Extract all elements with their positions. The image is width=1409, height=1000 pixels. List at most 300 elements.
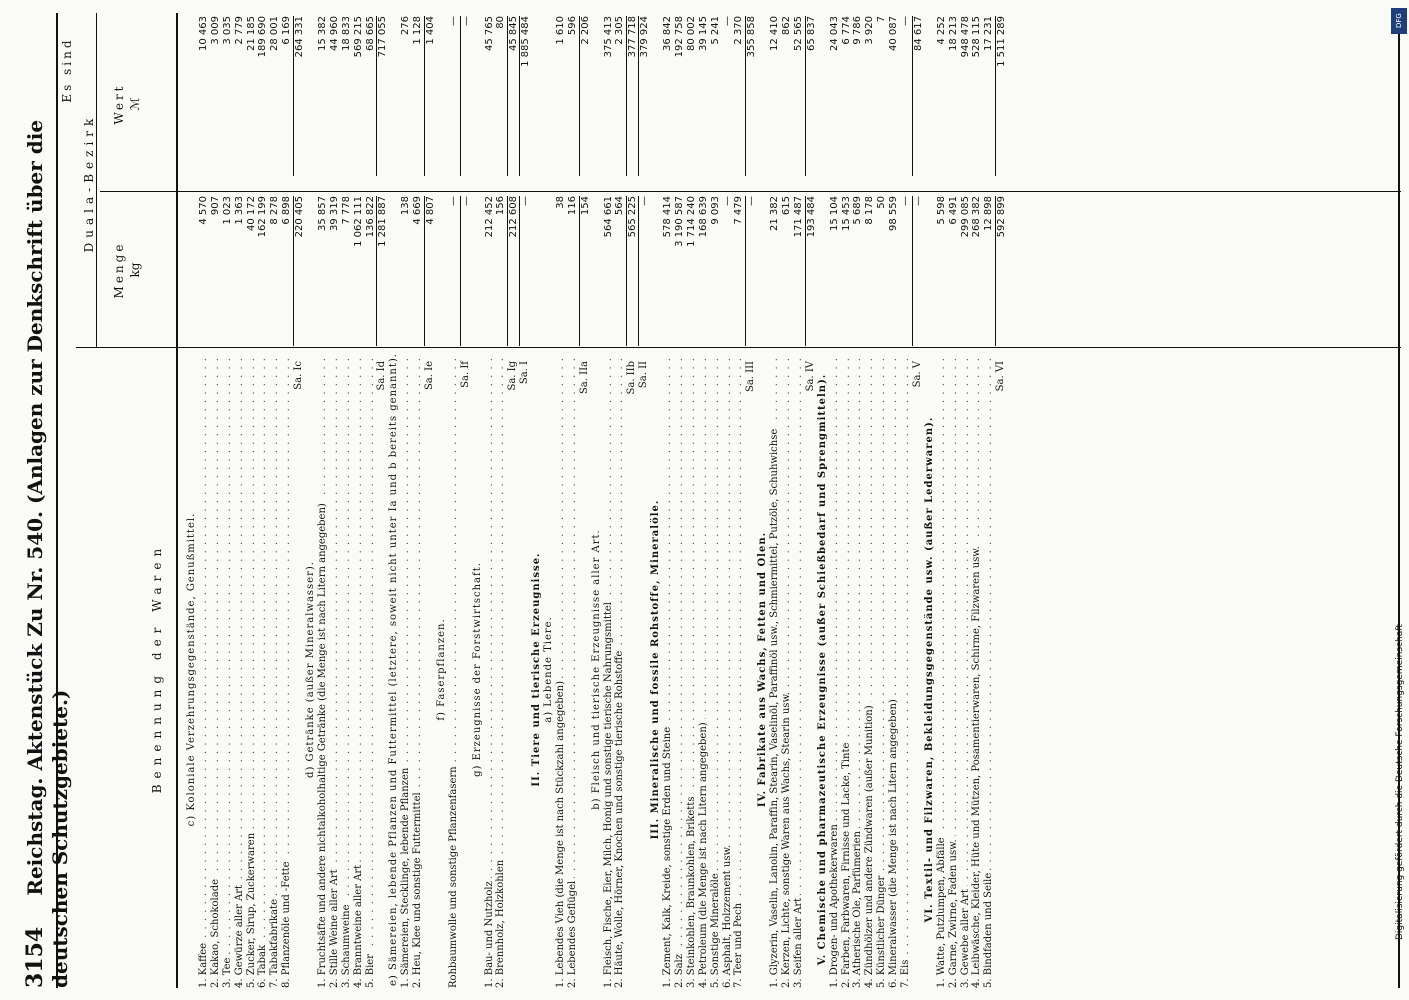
value-cell: 569 215	[352, 16, 364, 58]
row-label-text: 1. Lebendes Vieh (die Menge ist nach Stückzahl angegeben)	[555, 678, 566, 988]
row-label-text: 1. Kaffee	[198, 940, 209, 988]
quantity-cell: 212 608	[507, 196, 519, 346]
value-cell: 15 382	[316, 16, 328, 51]
row-label-text: 4. Gewürze aller Art	[234, 882, 245, 988]
row-label-text: 1. Zement, Kalk, Kreide, sonstige Erden und Steine	[662, 724, 673, 988]
page-number: 3154	[22, 926, 48, 988]
value-cell: 36 842	[662, 16, 673, 51]
row-label-text: III. Mineralische und fossile Rohstoffe, Mineralöle.	[650, 497, 661, 840]
row-label	[293, 358, 304, 988]
value-header: Wert	[112, 83, 126, 125]
quantity-cell: 9 093	[709, 196, 721, 225]
value-cell: —	[447, 16, 459, 26]
table-row	[495, 16, 506, 988]
quantity-cell: —	[721, 196, 733, 206]
value-cell: 3 009	[209, 16, 221, 45]
quantity-cell: 15 104	[828, 196, 840, 231]
value-cell: 28 001	[269, 16, 281, 51]
row-label-text: 2. Stille Weine aller Art	[329, 866, 340, 988]
quantity-cell: —	[745, 196, 757, 346]
row-label	[269, 358, 280, 988]
table-row	[722, 16, 733, 988]
row-label	[614, 358, 625, 988]
value-cell: 45 765	[483, 16, 495, 51]
table-head-rule	[176, 13, 178, 988]
value-cell: 1 511 289	[995, 16, 1007, 176]
quantity-cell: 116	[566, 196, 578, 216]
page-title: Reichstag. Aktenstück Zu Nr. 540. (Anlagen zur Denkschrift über die deutschen Schutzgebiete.)	[23, 119, 72, 988]
row-label	[698, 358, 709, 988]
row-label-text: Sa. IIb	[626, 358, 637, 394]
quantity-cell: 4 807	[424, 196, 436, 346]
value-cell: 10 463	[197, 16, 209, 51]
row-label	[793, 358, 804, 988]
section-heading	[817, 16, 828, 988]
row-label-text: 3. Ätherische Öle, Parfümerien	[852, 828, 863, 988]
value-cell: 4 252	[935, 16, 947, 45]
row-label-text: 7. Eis	[900, 957, 911, 988]
table-row	[567, 16, 578, 988]
quantity-cell: 21 382	[769, 196, 781, 231]
quantity-cell: 1 062 111	[352, 196, 364, 247]
value-cell: 84 617	[912, 16, 924, 176]
quantity-cell: 1 023	[221, 196, 233, 225]
row-label-text: 3. Gewebe aller Art	[960, 886, 971, 988]
value-cell: 65 837	[805, 16, 817, 176]
row-label	[591, 348, 602, 988]
value-cell: 6 774	[840, 16, 852, 45]
section-heading	[650, 16, 661, 988]
row-label-text: 5. Sonstige Mineralöle	[710, 870, 721, 988]
section-heading	[924, 16, 935, 988]
section-heading	[388, 16, 399, 988]
table-row	[269, 16, 280, 988]
table-row	[234, 16, 245, 988]
value-cell: —	[721, 16, 733, 26]
row-label	[769, 358, 780, 988]
table-row	[412, 16, 423, 988]
quantity-cell: 171 487	[792, 196, 804, 238]
section-heading	[436, 16, 447, 988]
value-cell: 40 087	[888, 16, 900, 51]
row-label	[484, 358, 495, 988]
quantity-cell: 1 281 887	[376, 196, 388, 346]
table-row	[614, 16, 625, 988]
quantity-cell: 12 898	[983, 196, 995, 231]
section-heading	[531, 16, 542, 988]
quantity-cell: 40 172	[245, 196, 257, 231]
subtotal-row	[912, 16, 923, 988]
row-label-text: 4. Leibwäsche, Kleider, Hüte und Mützen, Posamentierwaren, Schirme, Filzwaren usw.	[971, 543, 982, 988]
value-cell: 379 924	[638, 16, 650, 176]
table-row	[210, 16, 221, 988]
table-row	[936, 16, 947, 988]
digitization-note: Digitalisierung gefördert durch die Deutsche Forschungsgemeinschaft	[1395, 624, 1405, 940]
row-label	[603, 358, 614, 988]
value-cell: 18 833	[340, 16, 352, 51]
row-label-text: 5. Bier	[365, 951, 376, 988]
table-row	[662, 16, 673, 988]
row-label	[674, 358, 685, 988]
row-label-text: 2. Garne, Zwirne, Faden usw.	[948, 836, 959, 988]
subtotal-row	[579, 16, 590, 988]
qty-header: Menge	[112, 241, 126, 299]
row-label	[507, 358, 518, 988]
row-label	[876, 358, 887, 988]
quantity-cell: 39 319	[328, 196, 340, 231]
quantity-cell: 907	[209, 196, 221, 216]
row-label-text: 3. Schaumweine	[341, 901, 352, 988]
row-label	[388, 348, 399, 988]
dfg-logo: DFG	[1391, 8, 1407, 34]
row-label	[805, 358, 816, 988]
table-row	[222, 16, 233, 988]
value-cell: 276	[400, 16, 412, 36]
value-cell: 1 610	[554, 16, 566, 45]
row-label	[733, 358, 744, 988]
quantity-cell: —	[447, 196, 459, 206]
row-label-text: 2. Häute, Wolle, Hörner, Knochen und sonstige tierische Rohstoffe	[614, 648, 625, 988]
row-label-text: 1. Fleisch, Fische, Eier, Milch, Honig und sonstige tierische Nahrungsmittel	[603, 599, 614, 988]
quantity-cell: 5 598	[935, 196, 947, 225]
quantity-cell: —	[460, 196, 472, 346]
quantity-cell: 212 452	[483, 196, 495, 238]
quantity-cell: 6 491	[947, 196, 959, 225]
row-label	[579, 358, 590, 988]
value-cell: —	[460, 16, 472, 176]
value-cell: 39 145	[697, 16, 709, 51]
row-label	[198, 358, 209, 988]
quantity-cell: 154	[579, 196, 591, 346]
table-row	[365, 16, 376, 988]
value-cell: 5 241	[709, 16, 721, 45]
district-rule	[96, 13, 97, 348]
table-row	[876, 16, 887, 988]
value-cell: 2 370	[733, 16, 745, 45]
table-row	[864, 16, 875, 988]
value-cell: 9 786	[852, 16, 864, 45]
row-label-text: Sa. IV	[805, 358, 816, 391]
row-label	[757, 348, 768, 988]
quantity-cell: 168 639	[697, 196, 709, 238]
row-label	[567, 358, 578, 988]
row-label-text: Sa. IIa	[579, 358, 590, 394]
quantity-cell: 4 669	[412, 196, 424, 225]
table-row	[246, 16, 257, 988]
quantity-cell: 162 199	[257, 196, 269, 238]
quantity-cell: —	[900, 196, 911, 206]
row-label	[710, 358, 721, 988]
row-label-text: Sa. VI	[995, 358, 1006, 391]
row-label	[841, 358, 852, 988]
header-rule	[56, 13, 58, 988]
value-cell: 189 690	[257, 16, 269, 58]
row-label	[960, 358, 971, 988]
table-row	[698, 16, 709, 988]
row-label-text: 2. Farben, Farbwaren, Firnisse und Lacke, Tinte	[841, 740, 852, 988]
quantity-cell: 98 559	[888, 196, 900, 231]
row-label	[971, 358, 982, 988]
value-cell: —	[900, 16, 911, 26]
value-cell: 21 185	[245, 16, 257, 51]
row-label	[900, 358, 911, 988]
table-row	[603, 16, 614, 988]
quantity-cell: 38	[554, 196, 566, 209]
quantity-cell: 564	[614, 196, 626, 216]
subtotal-row	[293, 16, 304, 988]
row-label-text: 1. Bau- und Nutzholz	[484, 878, 495, 988]
table-row	[971, 16, 982, 988]
row-label	[246, 358, 257, 988]
row-label-text: 5. Bindfaden und Seile	[983, 870, 994, 988]
row-label	[817, 348, 828, 988]
section-heading	[757, 16, 768, 988]
section-heading	[591, 16, 602, 988]
value-cell: 24 043	[828, 16, 840, 51]
row-label	[948, 358, 959, 988]
row-label-text: 2. Kerzen, Lichte, sonstige Waren aus Wachs, Stearin usw.	[781, 689, 792, 988]
value-cell: 377 718	[626, 16, 638, 176]
row-label	[638, 358, 649, 988]
row-label	[365, 358, 376, 988]
value-cell: 3 920	[864, 16, 876, 45]
value-cell: 2 206	[579, 16, 591, 176]
row-label-text: 4. Zündhölzer und andere Zündwaren (außer Munition)	[864, 702, 875, 988]
value-cell: 1 404	[424, 16, 436, 176]
table-row	[484, 16, 495, 988]
value-cell: 192 758	[673, 16, 685, 58]
row-label-text: 1. Glyzerin, Vaselin, Lanolin, Paraffin, Stearin, Vaselinöl, Paraffinöl usw., Schmiermittel, Putzöle, Schuhwichse	[769, 426, 780, 988]
row-label-text: 3. Steinkohlen, Braunkohlen, Briketts	[686, 794, 697, 988]
row-label-text: II. Tiere und tierische Erzeugnisse.	[531, 549, 542, 786]
value-cell: 355 858	[745, 16, 757, 176]
row-label-text: V. Chemische und pharmazeutische Erzeugnisse (außer Schießbedarf und Sprengmitteln).	[817, 371, 828, 966]
table-row	[281, 16, 292, 988]
row-label-text: 1. Watte, Putzlumpen, Abfälle	[936, 834, 947, 988]
table-row	[317, 16, 328, 988]
row-label	[662, 358, 673, 988]
row-label-text: 3. Seifen aller Art	[793, 895, 804, 988]
quantity-cell: 7 479	[733, 196, 745, 225]
row-label	[412, 358, 423, 988]
subtotal-row	[460, 16, 471, 988]
subtotal-row	[507, 16, 518, 988]
subtotal-row	[745, 16, 756, 988]
quantity-cell: 615	[781, 196, 792, 216]
quantity-cell: 578 414	[662, 196, 673, 238]
table-row	[341, 16, 352, 988]
table-row	[448, 16, 459, 988]
table-row	[960, 16, 971, 988]
quantity-cell: 156	[495, 196, 507, 216]
table-row	[841, 16, 852, 988]
row-label-text: 3. Tee	[222, 955, 233, 988]
quantity-cell: 592 899	[995, 196, 1007, 346]
row-label-text: 4. Petroleum (die Menge ist nach Litern angegeben)	[698, 719, 709, 988]
group-column-header: Es sind	[60, 37, 74, 103]
row-label	[448, 358, 459, 988]
value-cell: 1 885 484	[519, 16, 531, 176]
district-header: Duala-Bezirk	[82, 113, 96, 253]
value-cell: 68 665	[364, 16, 376, 51]
table-row	[198, 16, 209, 988]
row-label	[305, 348, 316, 988]
value-unit: ℳ	[128, 97, 142, 111]
row-label	[341, 358, 352, 988]
value-cell: 80 002	[685, 16, 697, 51]
value-cell: 528 115	[971, 16, 983, 58]
value-cell: 7	[876, 16, 888, 23]
value-cell: 2 779	[233, 16, 245, 45]
row-label-text: 2. Salz	[674, 951, 685, 988]
name-column-header: Benennung der Waren	[150, 542, 164, 794]
quantity-cell: 3 190 587	[673, 196, 685, 247]
value-cell: 375 413	[602, 16, 614, 58]
row-label-text: Sa. Id	[376, 358, 387, 391]
table-row	[257, 16, 268, 988]
row-label	[222, 358, 233, 988]
row-label	[936, 358, 947, 988]
row-label-text: Sa. I	[519, 358, 530, 384]
table-row	[983, 16, 994, 988]
quantity-cell: 35 857	[316, 196, 328, 231]
row-label-text: 1. Fruchtsäfte und andere nichtalkoholhaltige Getränke (die Menge ist nach Litern angegeben)	[317, 500, 328, 988]
row-label	[924, 348, 935, 988]
table-row	[829, 16, 840, 988]
table-row	[686, 16, 697, 988]
quantity-cell: 8 178	[864, 196, 876, 225]
subtotal-row	[519, 16, 530, 988]
row-label	[686, 358, 697, 988]
row-label-text: 6. Mineralwasser (die Menge ist nach Litern angegeben)	[888, 696, 899, 988]
value-cell: 948 478	[959, 16, 971, 58]
subtotal-row	[376, 16, 387, 988]
row-label	[436, 348, 447, 988]
row-label-text: 2. Heu, Klee und sonstige Futtermittel	[412, 789, 423, 988]
row-label-text: Sa. If	[460, 358, 471, 388]
quantity-cell: 268 382	[971, 196, 983, 238]
table-row	[733, 16, 744, 988]
row-label	[626, 358, 637, 988]
table-row	[674, 16, 685, 988]
value-cell: 18 213	[947, 16, 959, 51]
row-label	[852, 358, 863, 988]
row-label	[424, 358, 435, 988]
row-label-text: 4. Branntweine aller Art	[353, 862, 364, 988]
table-row	[555, 16, 566, 988]
row-label-text: f) Faserpflanzen.	[436, 615, 447, 720]
row-label	[317, 358, 328, 988]
row-label	[353, 358, 364, 988]
quantity-cell: 8 278	[269, 196, 281, 225]
value-cell: 52 565	[792, 16, 804, 51]
section-heading	[186, 16, 197, 988]
row-label	[257, 358, 268, 988]
row-label	[912, 358, 923, 988]
row-label-text: b) Fleisch und tierische Erzeugnisse aller Art.	[591, 526, 602, 809]
row-label-text: Sa. III	[745, 358, 756, 392]
row-label-text: g) Erzeugnisse der Forstwirtschaft.	[472, 559, 483, 777]
row-label	[983, 358, 994, 988]
table-row	[793, 16, 804, 988]
quantity-cell: 1 363	[233, 196, 245, 225]
row-label	[495, 358, 506, 988]
value-cell: 44 960	[328, 16, 340, 51]
subtotal-row	[638, 16, 649, 988]
subtotal-row	[424, 16, 435, 988]
section-heading	[543, 16, 554, 988]
row-label-text: e) Sämereien, lebende Pflanzen und Futtermittel (letztere, soweit nicht unter Ia und b bereits genannt).	[388, 350, 399, 986]
quantity-cell: 1 714 240	[685, 196, 697, 247]
quantity-cell: 4 570	[197, 196, 209, 225]
quantity-cell: 564 661	[602, 196, 614, 238]
table-row	[329, 16, 340, 988]
row-label	[995, 358, 1006, 988]
row-label-text: 6. Tabak	[257, 942, 268, 988]
row-label	[888, 358, 899, 988]
row-label	[329, 358, 340, 988]
value-cell: 862	[781, 16, 792, 36]
row-label	[829, 358, 840, 988]
page-header	[22, 18, 72, 988]
row-label-text: 6. Asphalt, Holzzement usw.	[722, 842, 733, 988]
value-cell: 3 035	[221, 16, 233, 45]
row-label-text: 7. Teer und Pech	[733, 900, 744, 988]
row-label	[722, 358, 733, 988]
row-label	[281, 358, 292, 988]
row-label-text: VI. Textil- und Filzwaren, Bekleidungsgegenstände usw. (außer Lederwaren).	[924, 414, 935, 923]
row-label-text: a) Lebende Tiere.	[543, 613, 554, 723]
row-label	[864, 358, 875, 988]
row-label	[234, 358, 245, 988]
row-label-text: 5. Zucker, Sirup, Zuckerwaren	[246, 830, 257, 988]
row-label-text: 8. Pflanzenöle und -Fette	[281, 858, 292, 988]
subtotal-row	[995, 16, 1006, 988]
qty-unit: kg	[128, 262, 142, 278]
quantity-cell: 138	[400, 196, 412, 216]
row-label-text: Sa. V	[912, 358, 923, 387]
table-row	[400, 16, 411, 988]
row-label-text: 7. Tabakfabrikate	[269, 896, 280, 988]
value-cell: 45 845	[507, 16, 519, 176]
row-label	[460, 358, 471, 988]
subtotal-row	[626, 16, 637, 988]
row-label	[519, 358, 530, 988]
row-label-text: 2. Kakao, Schokolade	[210, 876, 221, 988]
row-label-text: d) Getränke (außer Mineralwasser).	[305, 558, 316, 778]
row-label	[781, 358, 792, 988]
table-row	[888, 16, 899, 988]
row-label	[376, 358, 387, 988]
value-cell: 1 128	[412, 16, 424, 45]
row-label-text: 5. Künstlicher Dünger	[876, 873, 887, 988]
quantity-cell: 6 898	[281, 196, 293, 225]
row-label-text: Sa. Ic	[293, 358, 304, 390]
row-label-text: Sa. Ig	[507, 358, 518, 391]
row-label-text: 1. Sämereien, Stecklinge, lebende Pflanzen	[400, 765, 411, 988]
row-label	[650, 348, 661, 988]
row-label-text: Sa. II	[638, 358, 649, 388]
table-row	[353, 16, 364, 988]
row-label	[543, 348, 554, 988]
row-label-text: 2. Lebendes Geflügel	[567, 878, 578, 988]
table-row	[710, 16, 721, 988]
value-cell: 17 231	[983, 16, 995, 51]
value-cell: 2 305	[614, 16, 626, 45]
value-cell: 6 169	[281, 16, 293, 45]
quantity-cell: 5 689	[852, 196, 864, 225]
row-label-text: c) Koloniale Verzehrungsgegenstände, Genußmittel.	[186, 510, 197, 827]
